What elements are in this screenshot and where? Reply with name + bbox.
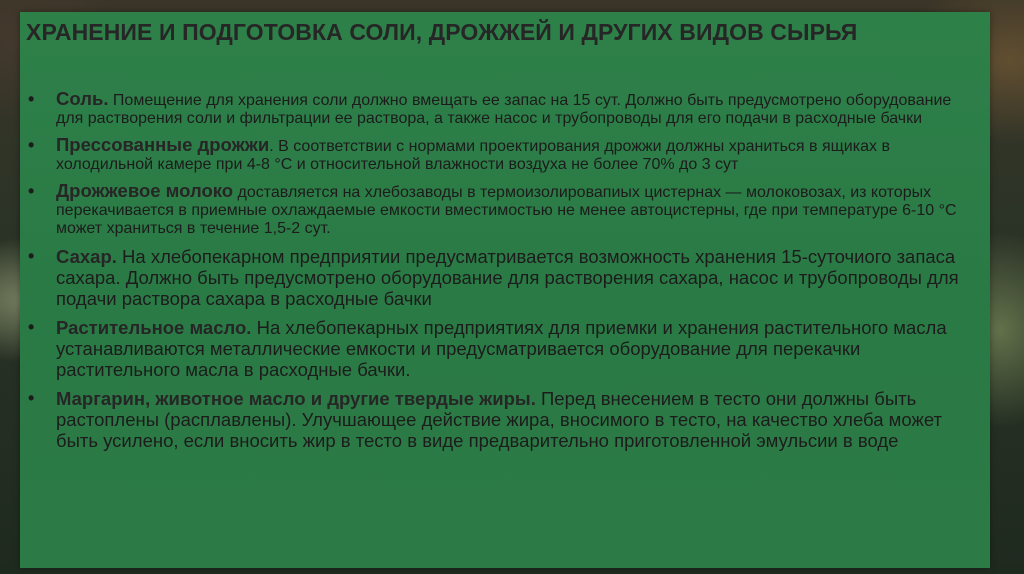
bullet-icon: • — [28, 89, 35, 109]
bullet-list — [26, 90, 981, 459]
bullet-icon: • — [28, 181, 35, 201]
item-text: Перед внесением в тесто они должны быть растоплены (расплавлены). Улучшающее действие жира, вносимого в тесто, на качество хлеба может быть усилено, если вносить жир в тесто в виде предварительно приготовленной эмульсии в воде — [56, 388, 942, 451]
bullet-icon: • — [28, 388, 35, 408]
item-text: Помещение для хранения соли должно вмещать ее запас на 15 сут. Должно быть предусмотрено оборудование для растворения соли и фильтрации ее раствора, а также насос и трубопроводы для его подачи в расходные бачки — [56, 92, 952, 127]
bullet-icon: • — [28, 317, 35, 337]
item-term: Маргарин, животное масло и другие твердые жиры. — [56, 388, 536, 409]
list-item-vegetable-oil — [26, 317, 981, 380]
list-item-fats — [26, 388, 981, 451]
item-text: . В соответствии с нормами проектирования дрожжи должны храниться в ящиках в холодильной камере при 4-8 °С и относительной влажности воздуха не более 70% до 3 сут — [56, 138, 890, 173]
list-item-yeast — [26, 136, 981, 174]
bullet-icon: • — [28, 135, 35, 155]
item-term: Дрожжевое молоко — [56, 180, 234, 201]
item-term: Соль. — [56, 88, 109, 109]
list-item-salt — [26, 90, 981, 128]
slide-panel — [20, 12, 990, 568]
list-item-yeast-milk — [26, 182, 981, 238]
item-term: Растительное масло. — [56, 317, 252, 338]
item-term: Прессованные дрожжи — [56, 134, 270, 155]
item-text: На хлебопекарном предприятии предусматривается возможность хранения 15-суточиого запаса сахара. Должно быть предусмотрено оборудование для растворения сахара, насос и трубопроводы для подачи раствора сахара в расходные бачки — [56, 246, 959, 309]
list-item-sugar — [26, 246, 981, 309]
slide-title: ХРАНЕНИЕ И ПОДГОТОВКА СОЛИ, ДРОЖЖЕЙ И ДРУГИХ ВИДОВ СЫРЬЯ — [26, 19, 858, 45]
bullet-icon: • — [28, 246, 35, 266]
item-term: Сахар. — [56, 246, 117, 267]
item-text: На хлебопекарных предприятиях для приемки и хранения растительного масла устанавливаются металлические емкости и предусматривается оборудование для перекачки растительного масла в расходные бачки. — [56, 317, 947, 380]
item-text: доставляется на хлебозаводы в термоизолировапиых цистернах — молоковозах, из которых перекачивается в приемные охлаждаемые емкости вместимостью не менее автоцистерны, где при температуре 6-10 °С может храниться в течение 1,5-2 сут. — [56, 184, 957, 237]
